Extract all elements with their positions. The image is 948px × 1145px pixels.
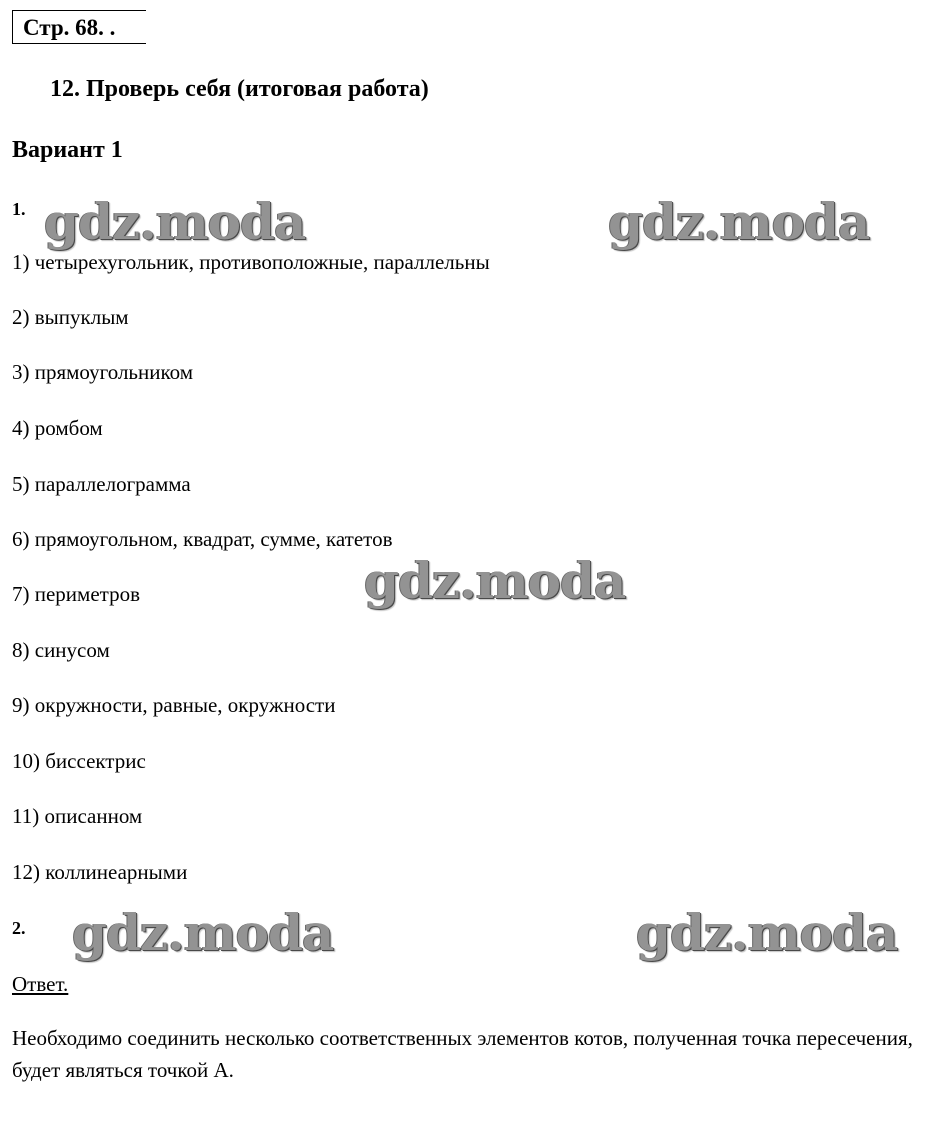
task-1-answer-12: 12) коллинеарными bbox=[12, 860, 188, 884]
answer-label: Ответ. bbox=[12, 972, 69, 996]
task-2-number: 2. bbox=[12, 918, 26, 938]
task-1-answer-11: 11) описанном bbox=[12, 804, 143, 828]
task-1-answer-6: 6) прямоугольном, квадрат, сумме, катетов bbox=[12, 527, 393, 551]
task-1-answer-10: 10) биссектрис bbox=[12, 749, 146, 773]
watermark: gdz.moda bbox=[636, 903, 898, 962]
task-1-answer-2: 2) выпуклым bbox=[12, 305, 129, 329]
task-1-answer-8: 8) синусом bbox=[12, 638, 110, 662]
watermark: gdz.moda bbox=[44, 192, 306, 251]
task-2-answer-text: Необходимо соединить несколько соответственных элементов котов, полученная точка пересечения, будет являться точкой А. bbox=[12, 1026, 913, 1082]
section-title: 12. Проверь себя (итоговая работа) bbox=[50, 76, 429, 102]
task-1-answer-7: 7) периметров bbox=[12, 582, 140, 606]
task-1-answer-3: 3) прямоугольником bbox=[12, 360, 194, 384]
task-1-answer-4: 4) ромбом bbox=[12, 416, 103, 440]
watermark: gdz.moda bbox=[72, 903, 334, 962]
watermark: gdz.moda bbox=[608, 192, 870, 251]
watermark: gdz.moda bbox=[364, 551, 626, 610]
task-1-answer-9: 9) окружности, равные, окружности bbox=[12, 693, 336, 717]
task-1-answer-1: 1) четырехугольник, противоположные, параллельны bbox=[12, 250, 490, 274]
task-1-answer-5: 5) параллелограмма bbox=[12, 472, 191, 496]
variant-title: Вариант 1 bbox=[12, 137, 123, 163]
task-1-number: 1. bbox=[12, 199, 26, 219]
page-number-header: Стр. 68. . bbox=[12, 10, 146, 44]
